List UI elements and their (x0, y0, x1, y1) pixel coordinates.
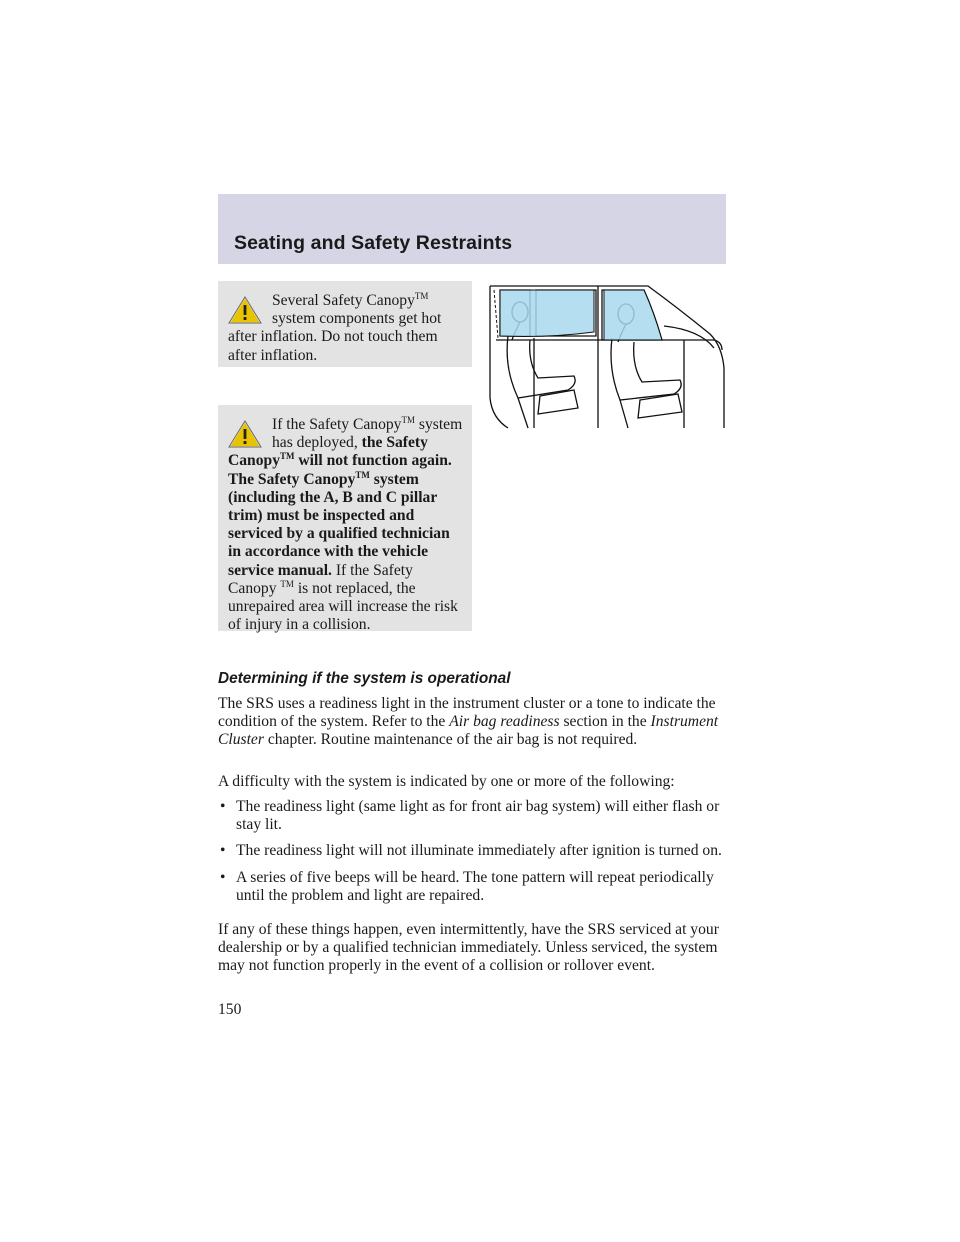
page-title: Seating and Safety Restraints (234, 232, 513, 254)
safety-canopy-diagram (478, 278, 732, 444)
warning-triangle-icon (228, 296, 262, 324)
paragraph-difficulty: A difficulty with the system is indicated by one or more of the following: (218, 773, 675, 790)
warning-box-hot-components (218, 281, 472, 367)
section-heading: Determining if the system is operational (218, 670, 511, 687)
warning-box-deployed (218, 405, 472, 634)
paragraph-readiness: The SRS uses a readiness light in the instrument cluster or a tone to indicate the condition of the system. Refer to the Air bag readiness section in the Instrument Cluster chapter. Routine maintenance of the air bag is not required. (218, 695, 719, 749)
paragraph-service: If any of these things happen, even intermittently, have the SRS serviced at your dealership or by a qualified technician immediately. Unless serviced, the system may not function properly in the event of a collision or rollover event. (218, 921, 719, 975)
warning-text: If the Safety Canopy™ system has deployed, the Safety Canopy™ will not function again. The Safety Canopy™ system (including the A, B and C pillar trim) must be inspected and serviced by a qualified technician in accordance with the vehicle service manual. If the Safety Canopy ™ is not replaced, the unrepaired area will increase the risk of injury in a collision. (228, 414, 463, 634)
list-item: • A series of five beeps will be heard. The tone pattern will repeat periodically until the problem and light are repaired. (220, 868, 714, 904)
list-item: • The readiness light (same light as for front air bag system) will either flash or stay lit. (220, 798, 720, 834)
symptom-list (218, 798, 726, 913)
warning-text: Several Safety Canopy™ system components get hot after inflation. Do not touch them after inflation. (228, 290, 442, 364)
list-item: • The readiness light will not illuminate immediately after ignition is turned on. (220, 842, 722, 860)
header-band (218, 194, 726, 264)
warning-triangle-icon (228, 420, 262, 448)
ref-instrument-cluster: Instrument Cluster (218, 713, 719, 749)
page-number: 150 (218, 1001, 242, 1018)
ref-air-bag-readiness: Air bag readiness (449, 713, 560, 731)
